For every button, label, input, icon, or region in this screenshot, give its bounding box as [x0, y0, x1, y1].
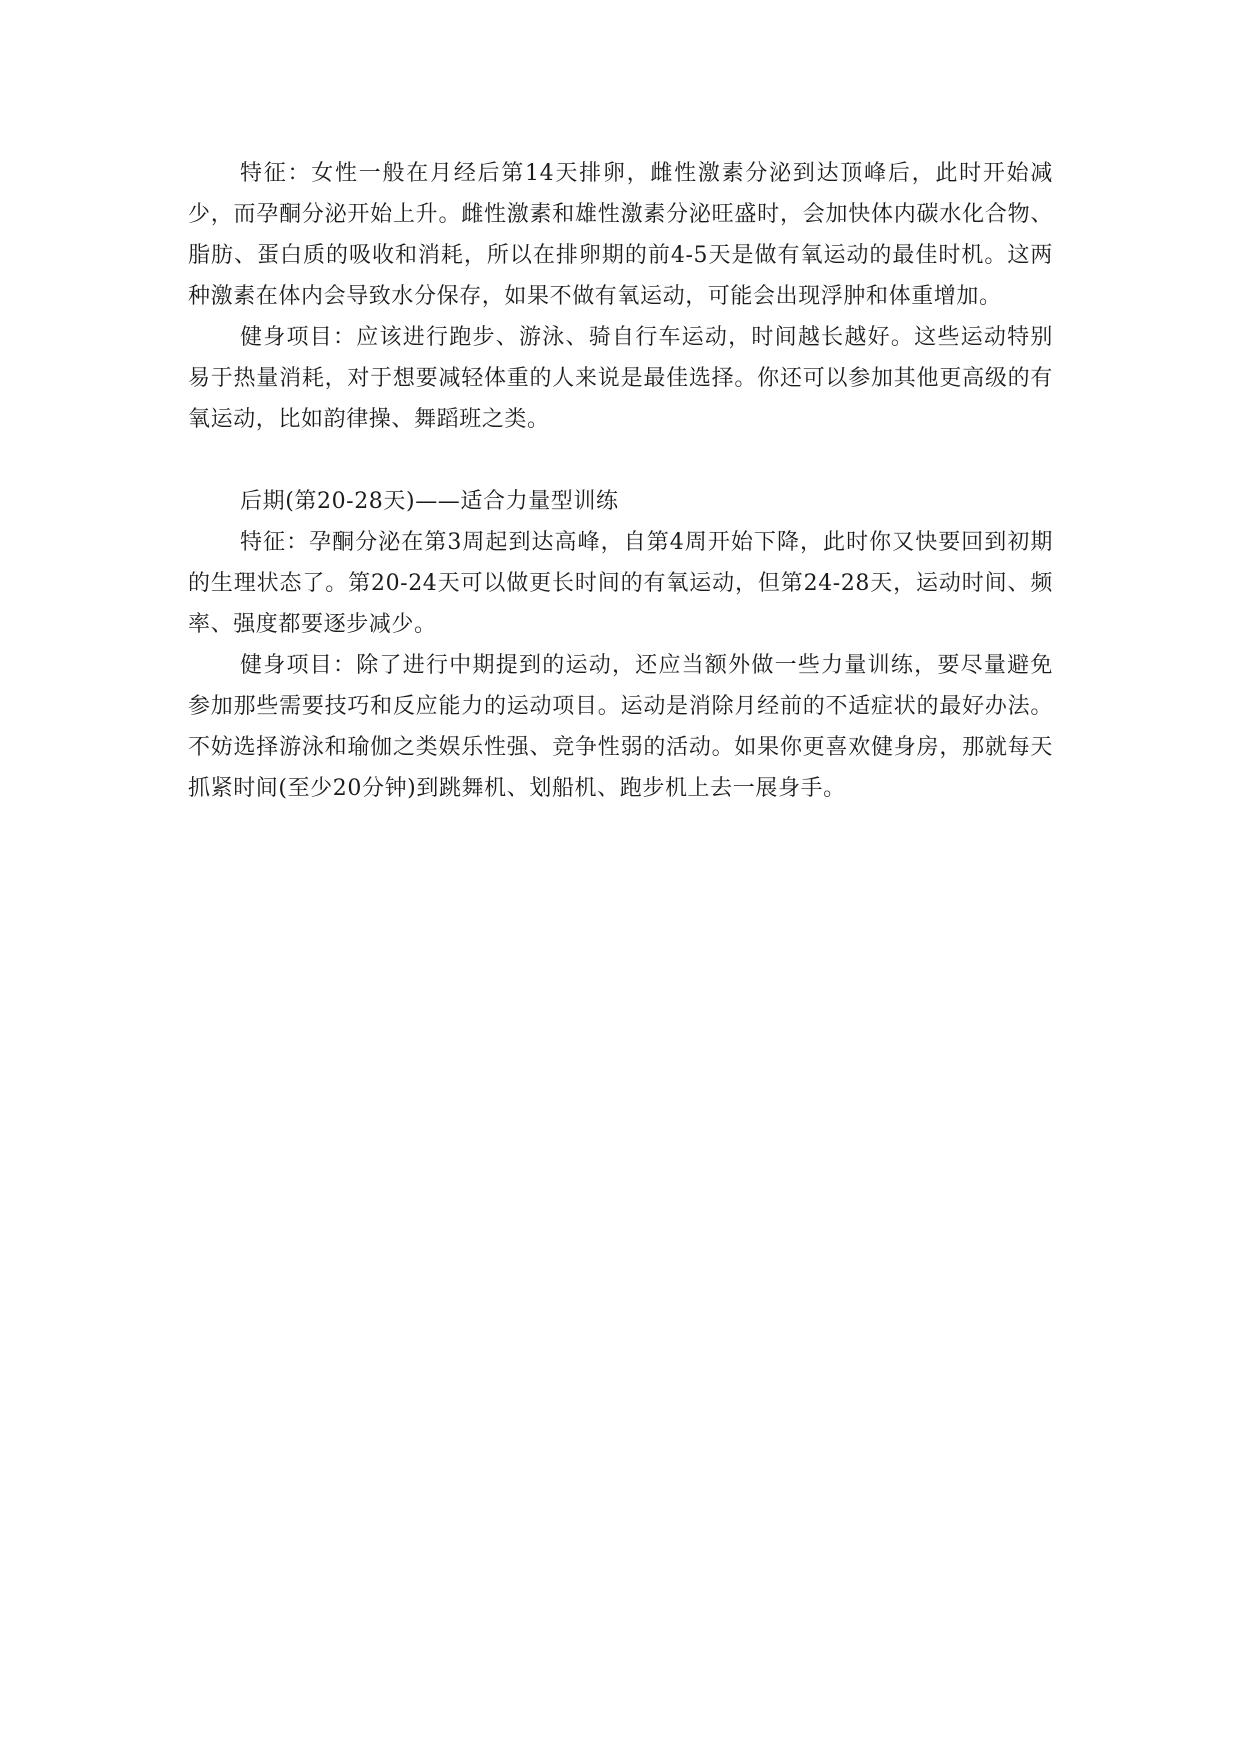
document-body	[188, 153, 1053, 809]
paragraph-mid-characteristics: 特征：女性一般在月经后第14天排卵，雌性激素分泌到达顶峰后，此时开始减少，而孕酮分泌开始上升。雌性激素和雄性激素分泌旺盛时，会加快体内碳水化合物、脂肪、蛋白质的吸收和消耗，所以在排卵期的前4-5天是做有氧运动的最佳时机。这两种激素在体内会导致水分保存，如果不做有氧运动，可能会出现浮肿和体重增加。	[188, 161, 1053, 309]
section-heading-late: 后期(第20-28天)——适合力量型训练	[240, 489, 619, 514]
paragraph-late-characteristics: 特征：孕酮分泌在第3周起到达高峰，自第4周开始下降，此时你又快要回到初期的生理状态了。第20-24天可以做更长时间的有氧运动，但第24-28天，运动时间、频率、强度都要逐步减少。	[188, 530, 1053, 637]
paragraph-mid-exercise: 健身项目：应该进行跑步、游泳、骑自行车运动，时间越长越好。这些运动特别易于热量消耗，对于想要减轻体重的人来说是最佳选择。你还可以参加其他更高级的有氧运动，比如韵律操、舞蹈班之类。	[188, 325, 1053, 432]
paragraph-late-exercise: 健身项目：除了进行中期提到的运动，还应当额外做一些力量训练，要尽量避免参加那些需要技巧和反应能力的运动项目。运动是消除月经前的不适症状的最好办法。不妨选择游泳和瑜伽之类娱乐性强、竞争性弱的活动。如果你更喜欢健身房，那就每天抓紧时间(至少20分钟)到跳舞机、划船机、跑步机上去一展身手。	[188, 653, 1053, 801]
